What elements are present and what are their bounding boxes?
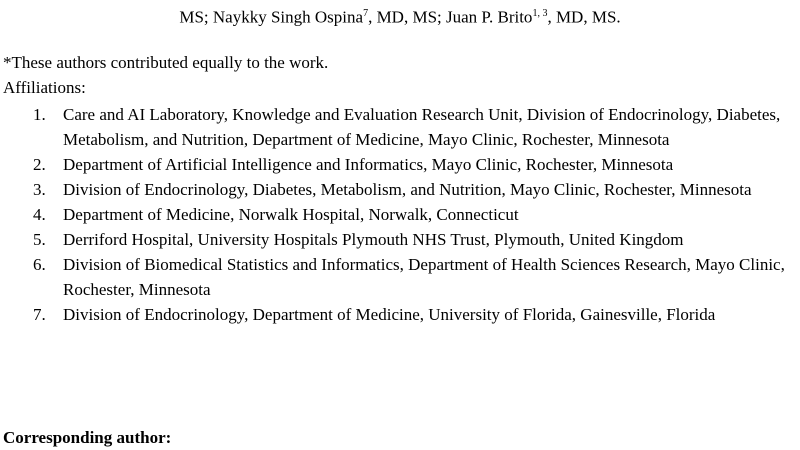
affiliation-item	[0, 252, 800, 302]
author-text-3: , MD, MS.	[547, 7, 621, 27]
affiliation-number: 3.	[33, 180, 46, 199]
affiliation-text: Division of Endocrinology, Diabetes, Metabolism, and Nutrition, Mayo Clinic, Rochester, Minnesota	[63, 180, 752, 199]
affiliation-number: 1.	[33, 105, 46, 124]
affiliation-text: Department of Artificial Intelligence and Informatics, Mayo Clinic, Rochester, Minnesota	[63, 155, 674, 174]
author-text-2: , MD, MS; Juan P. Brito	[368, 7, 533, 27]
affiliation-text: Division of Endocrinology, Department of Medicine, University of Florida, Gainesville, Florida	[63, 305, 716, 324]
affiliation-text: Derriford Hospital, University Hospitals Plymouth NHS Trust, Plymouth, United Kingdom	[63, 230, 684, 249]
affiliations-list	[0, 102, 800, 327]
affiliation-text: Care and AI Laboratory, Knowledge and Evaluation Research Unit, Division of Endocrinology, Diabetes, Metabolism, and Nutrition, Department of Medicine, Mayo Clinic, Rochester, Minnesota	[63, 105, 781, 149]
affiliation-item	[0, 202, 800, 227]
affiliation-item	[0, 177, 800, 202]
affiliation-number: 2.	[33, 155, 46, 174]
affiliation-item	[0, 302, 800, 327]
affiliation-number: 7.	[33, 305, 46, 324]
author-affiliation-sup-2: 1, 3	[532, 8, 548, 19]
author-line	[0, 3, 800, 29]
affiliation-item	[0, 227, 800, 252]
affiliation-item	[0, 152, 800, 177]
affiliation-text: Department of Medicine, Norwalk Hospital, Norwalk, Connecticut	[63, 205, 519, 224]
affiliation-number: 6.	[33, 255, 46, 274]
author-affiliation-sup-1: 7	[363, 8, 369, 19]
equal-contribution-note: *These authors contributed equally to the work.	[3, 53, 329, 72]
affiliation-text: Division of Biomedical Statistics and Informatics, Department of Health Sciences Research, Mayo Clinic, Rochester, Minnesota	[63, 255, 785, 299]
affiliation-item	[0, 102, 800, 152]
corresponding-author-heading: Corresponding author:	[3, 428, 172, 447]
affiliation-number: 4.	[33, 205, 46, 224]
affiliations-heading: Affiliations:	[3, 78, 86, 97]
affiliation-number: 5.	[33, 230, 46, 249]
author-text-1: MS; Naykky Singh Ospina	[179, 7, 364, 27]
